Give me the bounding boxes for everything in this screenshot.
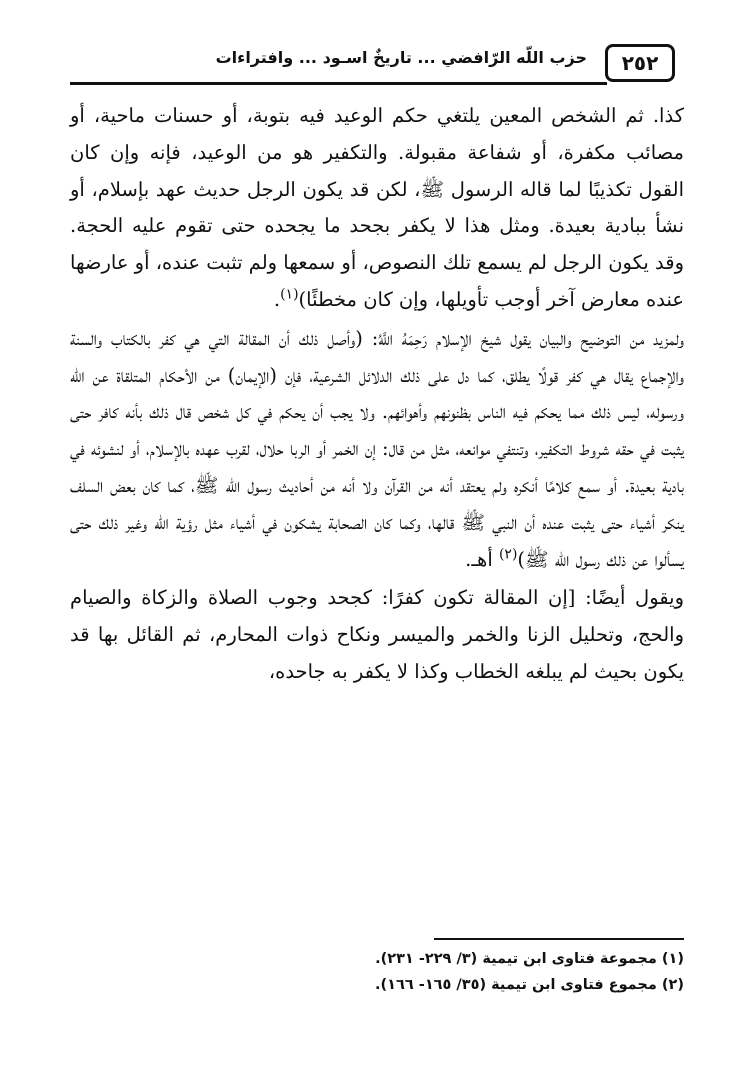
footnote-reference: (١) [280,286,299,303]
footnotes [70,946,684,998]
paragraph [70,98,684,319]
paragraph [70,321,684,579]
paragraph-end: . [273,287,281,311]
page-header [70,38,675,90]
paragraph-text: ولمزيد من التوضيح والبيان يقول شيخ الإسلام رَحِمَهُ اللَّهُ: (وأصل ذلك أن المقالة التي هي كفر بالكتاب والسنة والإجماع يقال هي كفر قولًا يطلق، كما دل على ذلك الدلائل الشرعية، فإن (الإيمان) من الأحكام المتلقاة عن اللّه ورسوله، ليس ذلك مما يحكم فيه الناس بظنونهم وأهوائهم. ولا يجب أن يحكم في كل شخص قال ذلك بأنه كافر حتى يثبت في حقه شروط التكفير، وتنتفي موانعه، مثل من قال: إن الخمر أو الربا حلال، لقرب عهده بالإسلام، أو لنشوئه في بادية بعيدة. أو سمع كلامًا أنكره ولم يعتقد أنه من القرآن ولا أنه من أحاديث رسول اللّه ﷺ، كما كان بعض السلف ينكر أشياء حتى يثبت عنده أن النبي ﷺ قالها، وكما كان الصحابة يشكون في أشياء مثل رؤية اللّه وغير ذلك حتى يسألوا عن ذلك رسول اللّه ﷺ) [70,326,684,571]
paragraph-text: كذا. ثم الشخص المعين يلتغي حكم الوعيد فيه بتوبة، أو حسنات ماحية، أو مصائب مكفرة، أو شفاعة مقبولة. والتكفير هو من الوعيد، فإنه وإن كان القول تكذيبًا لما قاله الرسول ﷺ، لكن قد يكون الرجل حديث عهد بإسلام، أو نشأ ببادية بعيدة. ومثل هذا لا يكفر بجحد ما يجحده حتى تقوم عليه الحجة. وقد يكون الرجل لم يسمع تلك النصوص، أو سمعها ولم تثبت عنده، أو عارضها عنده معارض آخر أوجب تأويلها، وإن كان مخطئًا) [70,104,684,311]
footnote-item: (١) مجموعة فتاوى ابن تيمية (٣/ ٢٢٩- ٢٣١). [375,951,684,967]
paragraph-text: ويقول أيضًا: [إن المقالة تكون كفرًا: كجحد وجوب الصلاة والزكاة والصيام والحج، وتحليل الزنا والخمر والميسر ونكاح ذوات المحارم، ثم القائل بها قد يكون بحيث لم يبلغه الخطاب وكذا لا يكفر به جاحده، [70,586,684,683]
paragraph-end: أهـ. [465,547,499,571]
main-text [70,98,684,691]
page-number: ٢٥٢ [605,44,675,82]
footnote-reference: (٢) [498,546,518,563]
running-title: حزب اللّه الرّافضي ... تاريخٌ اسـود ... وافتراءات [215,48,587,67]
header-divider [70,82,607,85]
footnote-divider [434,938,684,940]
footnote-item: (٢) مجموع فتاوى ابن تيمية (٣٥/ ١٦٥- ١٦٦). [375,977,684,993]
paragraph [70,580,684,690]
